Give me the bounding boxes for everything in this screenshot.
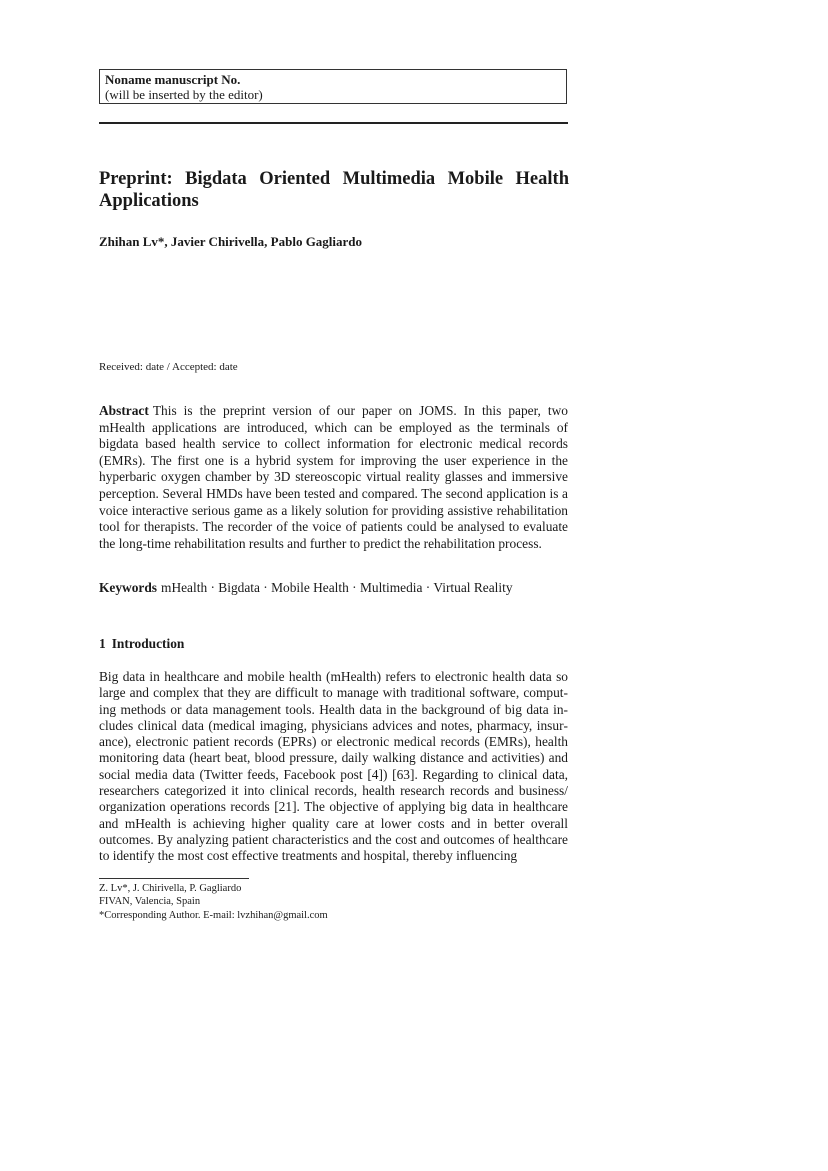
editor-insert-note: (will be inserted by the editor) bbox=[105, 87, 263, 102]
abstract-block bbox=[99, 403, 568, 552]
abstract-label: Abstract bbox=[99, 403, 149, 418]
header-rule bbox=[99, 122, 568, 124]
keywords-text: mHealth · Bigdata · Mobile Health · Multimedia · Virtual Reality bbox=[161, 580, 513, 595]
paper-title: Preprint: Bigdata Oriented Multimedia Mobile Health Applications bbox=[99, 169, 569, 211]
footnote-affiliation: FIVAN, Valencia, Spain bbox=[99, 896, 201, 908]
received-accepted-line: Received: date / Accepted: date bbox=[99, 361, 238, 373]
section-title: Introduction bbox=[111, 636, 185, 651]
keywords-block bbox=[99, 580, 568, 597]
section-heading-introduction bbox=[99, 636, 569, 652]
footnote-rule bbox=[99, 878, 249, 879]
section-number: 1 bbox=[99, 636, 106, 651]
author-list: Zhihan Lv*, Javier Chirivella, Pablo Gagliardo bbox=[99, 234, 363, 249]
abstract-text: This is the preprint version of our paper on JOMS. In this paper, two mHealth applications are introduced, which can be employed as the terminals of bigdata based health service to collect information for electronic medical records (EMRs). The first one is a hybrid system for improving the user experience in the hyperbaric oxygen chamber by 3D stereoscopic virtual reality glasses and immersive perception. Several HMDs have been tested and compared. The second application is a voice interactive serious game as a likely solution for providing assistive rehabilitation tool for therapists. The recorder of the voice of patients could be analysed to evaluate the long-time rehabilitation results and further to predict the rehabilitation process. bbox=[99, 403, 568, 551]
manuscript-number-label: Noname manuscript No. bbox=[105, 72, 241, 87]
author-affiliation-footnote bbox=[99, 882, 568, 922]
editor-notice-box bbox=[99, 69, 567, 104]
footnote-corresponding: *Corresponding Author. E-mail: lvzhihan@gmail.com bbox=[99, 909, 328, 921]
keywords-label: Keywords bbox=[99, 580, 158, 595]
footnote-authors: Z. Lv*, J. Chirivella, P. Gagliardo bbox=[99, 883, 242, 894]
introduction-paragraph: Big data in healthcare and mobile health (mHealth) refers to electronic health data so large and complex that they are difficult to manage with traditional software, computing methods or data management tools. Health data in the background of big data includes clinical data (medical imaging, physicians advices and notes, pharmacy, insurance), electronic patient records (EPRs) or electronic medical records (EMRs), health monitoring data (heart beat, blood pressure, daily walking distance and activities) and social media data (Twitter feeds, Facebook post [4]) [63]. Regarding to clinical data, researchers categorized it into clinical records, health research records and business/ organization operations records [21]. The objective of applying big data in healthcare and mHealth is achieving higher quality care at lower costs and in better overall outcomes. By analyzing patient characteristics and the cost and outcomes of healthcare to identify the most cost effective treatments and hospital, thereby influencing bbox=[99, 669, 568, 864]
